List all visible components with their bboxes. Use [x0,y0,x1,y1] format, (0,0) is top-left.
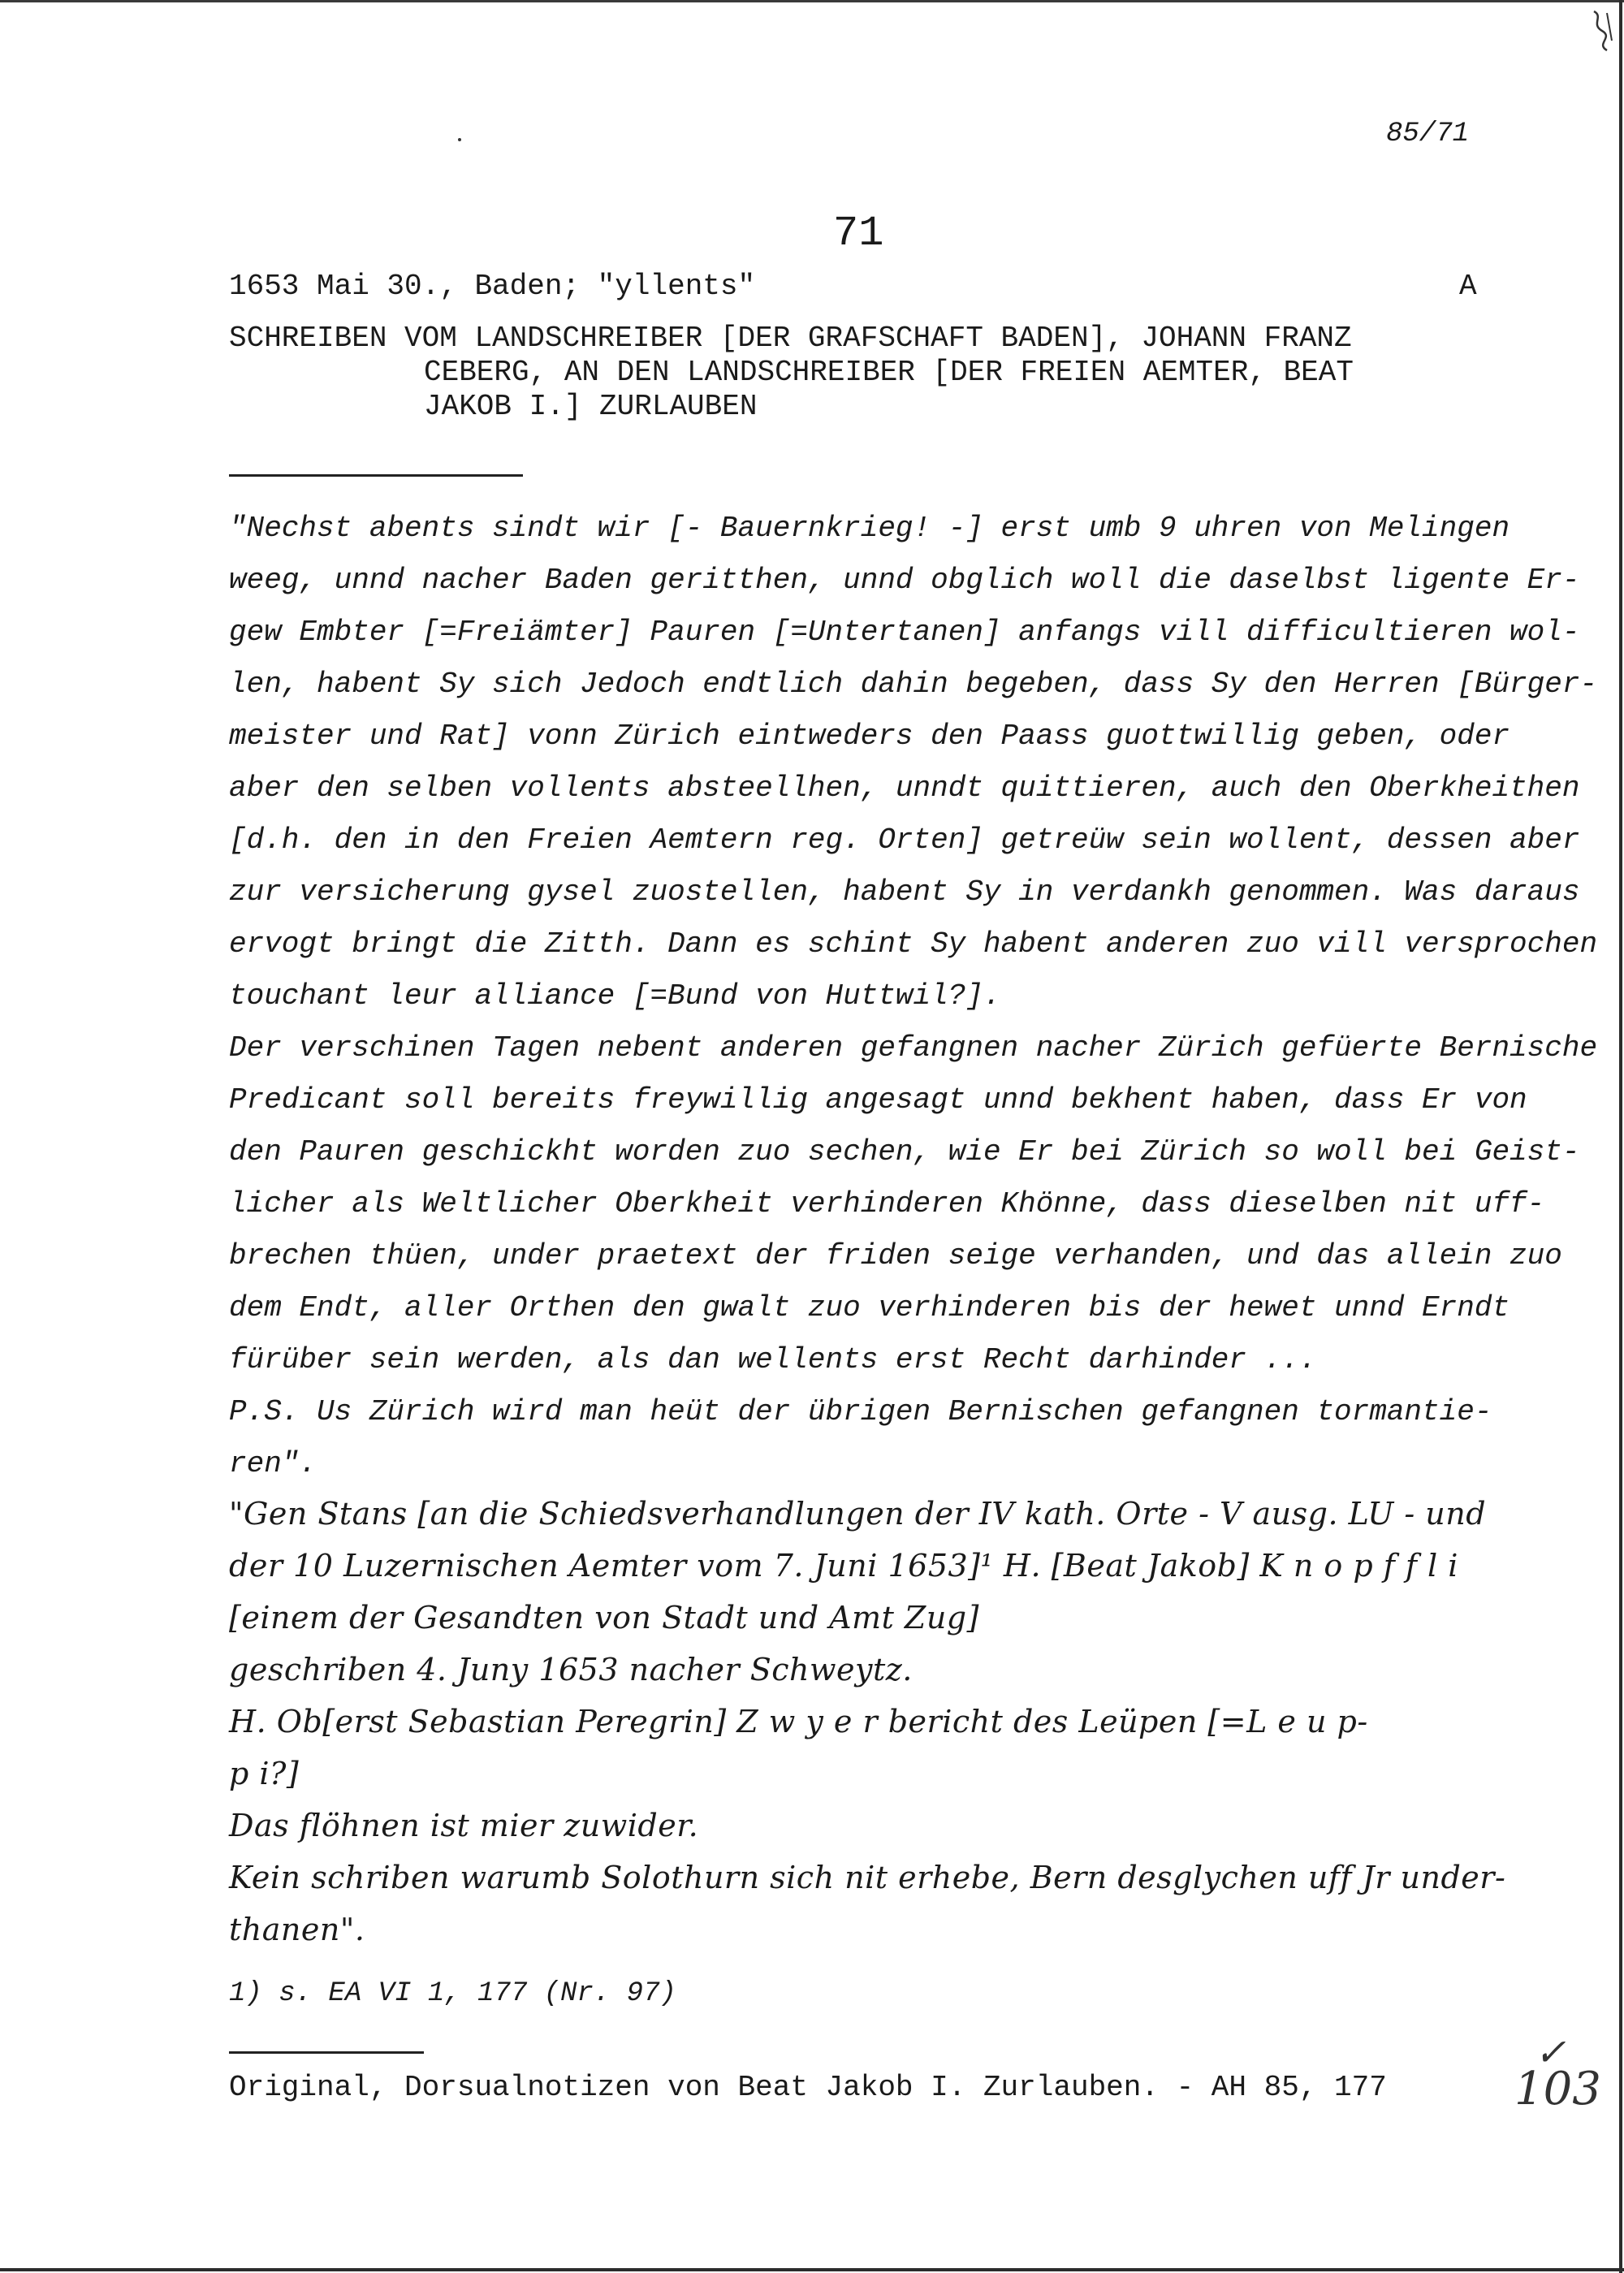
typed-line-10: touchant leur alliance [=Bund von Huttwil?]. [229,979,1001,1013]
typed-line-3: gew Embter [=Freiämter] Pauren [=Untertanen] anfangs vill difficultieren wol- [229,616,1580,649]
typed-line-1: "Nechst abents sindt wir [- Bauernkrieg! -] erst umb 9 uhren von Melingen [229,512,1510,545]
hand-line-4: geschriben 4. Juny 1653 nacher Schweytz. [229,1652,913,1687]
hand-line-7: Das flöhnen ist mier zuwider. [229,1808,699,1843]
footnote: 1) s. EA VI 1, 177 (Nr. 97) [229,1978,676,2009]
typed-line-6: aber den selben vollents absteellhen, unndt quittieren, auch den Oberkheithen [229,771,1580,805]
typed-line-17: fürüber sein werden, als dan wellents erst Recht darhinder ... [229,1343,1317,1376]
heading-line-1: SCHREIBEN VOM LANDSCHREIBER [DER GRAFSCHAFT BADEN], JOHANN FRANZ [229,322,1352,355]
scan-edge-top [0,0,1624,2]
hand-line-1: "Gen Stans [an die Schiedsverhandlungen der IV kath. Orte - V ausg. LU - und [229,1496,1487,1532]
typed-line-9: ervogt bringt die Zitth. Dann es schint Sy habent anderen zuo vill versprochen [229,927,1598,961]
dateline [229,270,755,303]
separator-rule-top [229,474,523,477]
hand-line-5: H. Ob[erst Sebastian Peregrin] Z w y e r bericht des Leüpen [=L e u p- [229,1704,1368,1739]
dateline-text: 1653 Mai 30., Baden; "yllents" [229,270,756,303]
document-number: 71 [833,210,884,257]
typed-line-12: Predicant soll bereits freywillig angesagt unnd bekhent haben, dass Er von [229,1083,1527,1117]
checkmark-annotation: ✓ [1535,2030,1566,2074]
speck-dot [458,138,461,141]
archive-folio-number: 103 [1514,2063,1601,2115]
hand-line-8: Kein schriben warumb Solothurn sich nit erhebe, Bern desglychen uff Jr under- [229,1860,1506,1895]
typed-line-13: den Pauren geschickht worden zuo sechen, wie Er bei Zürich so woll bei Geist- [229,1135,1580,1169]
separator-rule-bottom [229,2051,424,2054]
version-letter: A [1459,270,1477,303]
typed-line-11: Der verschinen Tagen nebent anderen gefangnen nacher Zürich gefüerte Bernische [229,1031,1598,1065]
page-reference: 85/71 [1386,119,1470,149]
heading-line-3: JAKOB I.] ZURLAUBEN [424,390,758,423]
typed-line-2: weeg, unnd nacher Baden geritthen, unnd obglich woll die daselbst ligente Er- [229,564,1580,597]
typed-line-7: [d.h. den in den Freien Aemtern reg. Orten] getreüw sein wollent, dessen aber [229,823,1580,857]
corner-scribble-mark [1587,8,1617,57]
typed-line-18: P.S. Us Zürich wird man heüt der übrigen Bernischen gefangnen tormantie- [229,1395,1492,1428]
scan-edge-right [1619,0,1622,2273]
typed-line-16: dem Endt, aller Orthen den gwalt zuo verhinderen bis der hewet unnd Erndt [229,1291,1510,1324]
source-note: Original, Dorsualnotizen von Beat Jakob I. Zurlauben. - AH 85, 177 [229,2071,1387,2104]
typed-line-19: ren". [229,1447,317,1480]
typed-line-4: len, habent Sy sich Jedoch endtlich dahin begeben, dass Sy den Herren [Bürger- [229,668,1598,701]
typed-line-14: licher als Weltlicher Oberkheit verhinderen Khönne, dass dieselben nit uff- [229,1187,1545,1221]
heading-line-2: CEBERG, AN DEN LANDSCHREIBER [DER FREIEN AEMTER, BEAT [424,356,1354,389]
hand-line-2: der 10 Luzernischen Aemter vom 7. Juni 1653]¹ H. [Beat Jakob] K n o p f f l i [229,1548,1458,1584]
typed-line-8: zur versicherung gysel zuostellen, habent Sy in verdankh genommen. Was daraus [229,875,1580,909]
hand-line-6: p i?] [229,1756,300,1791]
scan-edge-bottom [0,2268,1624,2271]
typed-line-15: brechen thüen, under praetext der friden seige verhanden, und das allein zuo [229,1239,1562,1273]
typed-line-5: meister und Rat] vonn Zürich eintweders den Paass guottwillig geben, oder [229,719,1510,753]
hand-line-3: [einem der Gesandten von Stadt und Amt Zug] [229,1600,979,1636]
hand-line-9: thanen". [229,1912,365,1947]
